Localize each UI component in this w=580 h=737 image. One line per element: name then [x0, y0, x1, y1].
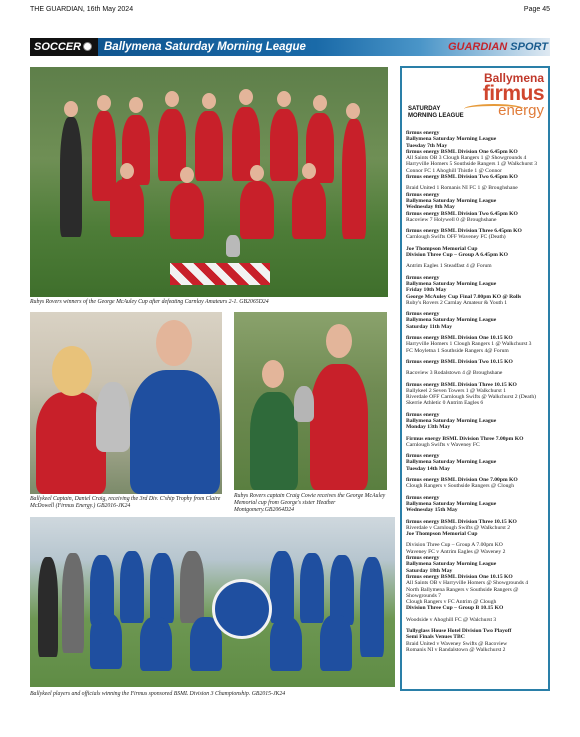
person [310, 364, 368, 490]
person [150, 553, 174, 623]
person [195, 111, 223, 181]
photo-ballykeel-captain [30, 312, 222, 494]
fixture-heading: Ballymena Saturday Morning League [406, 197, 497, 204]
fixture-heading: firmus energy BSML Division One 7.00pm KO [406, 477, 518, 484]
fixture-heading: Monday 13th May [406, 424, 451, 431]
person [250, 392, 298, 490]
fixture-line: Clough Rangers v Southside Rangers @ Clough [406, 483, 515, 490]
fixture-heading: firmus energy [406, 555, 440, 562]
page-header [30, 6, 550, 18]
fixture-heading: Division Three Cup – Group A 6.45pm KO [406, 252, 508, 259]
fixture-line: Ruby's Rovers 2 Carnlay Amateur & Youth 1 [406, 299, 508, 306]
fixture-line: Carnlough Swifts v Waveney FC [406, 441, 480, 448]
person [180, 551, 204, 623]
fixture-heading: Ballymena Saturday Morning League [406, 459, 497, 466]
fixture-line: Racoview 3 Rodalstown 4 @ Broughshane [406, 370, 503, 377]
publication-date: THE GUARDIAN, 16th May 2024 [30, 6, 134, 13]
firmus-energy-logo: Ballymena firmus energy SATURDAY MORNING LEAGUE [408, 71, 544, 119]
page-number: Page 45 [523, 6, 550, 13]
club-flag [170, 263, 270, 285]
fixture-line: Ballykeel 2 Seven Towers 1 @ Walkchurst 1 [406, 387, 506, 394]
photo-caption: Rubys Rovers winners of the George McAuley Cup after defeating Carnlay Amateurs 2-1. GB2065D24 [30, 299, 269, 305]
fixture-heading: Tuesday 14th May [406, 465, 450, 472]
fixtures-list [406, 130, 546, 653]
person [342, 119, 366, 239]
fixture-heading: firmus energy [406, 453, 440, 460]
fixture-heading: Saturday 18th May [406, 567, 453, 574]
person [170, 183, 204, 239]
person [120, 551, 144, 623]
fixture-line: Harryville Homers 5 Southside Rangers 1 @ Walkchurst 3 [406, 161, 538, 168]
fixture-heading: Joe Thompson Memorial Cup [406, 245, 478, 252]
trophy [96, 382, 130, 452]
fixture-line: Racoview 7 Holywell 0 @ Broughshane [406, 216, 497, 223]
fixture-heading: firmus energy [406, 191, 440, 198]
fixture-heading: firmus energy [406, 411, 440, 418]
photo-rubys-rovers-captain [234, 312, 387, 490]
football-icon [83, 42, 92, 51]
fixture-heading: Tuesday 7th May [406, 142, 448, 149]
fixture-line: Riverdale OFF Carnlough Swifts @ Walkchurst 2 (Death) [406, 394, 536, 401]
person [300, 553, 324, 623]
fixture-heading: Ballymena Saturday Morning League [406, 500, 497, 507]
fixture-line: Braid United v Waveney Swifts @ Racoview [406, 640, 508, 647]
person [360, 557, 384, 657]
fixture-heading: Saturday 11th May [406, 323, 452, 330]
fixture-line: Clough Rangers v FC Antrim @ Clough [406, 599, 497, 606]
trophy [294, 386, 314, 422]
fixture-line: Harryville Homers 1 Clough Rangers 1 @ Walkchurst 3 [406, 341, 532, 348]
person [320, 615, 352, 671]
fixture-line: All Saints OB 3 Clough Rangers 1 @ Showgrounds 4 [406, 155, 527, 162]
person [270, 551, 294, 623]
fixture-heading: firmus energy [406, 494, 440, 501]
fixture-heading: Semi Finals Venues TBC [406, 634, 465, 641]
fixture-heading: Ballymena Saturday Morning League [406, 136, 497, 143]
fixture-heading: firmus energy BSML Division One 6.45pm KO [406, 148, 518, 155]
fixture-heading: firmus energy [406, 274, 440, 281]
trophy [226, 235, 240, 257]
fixture-heading: George McAuley Cup Final 7.00pm KO @ Rolls [406, 293, 522, 300]
photo-caption: Ballykeel players and officials winning the Firmus sponsored BSML Division 3 Championship. GB2015-JK24 [30, 691, 286, 697]
fixture-heading: Wednesday 15th May [406, 507, 458, 514]
fixture-heading: firmus energy BSML Division One 10.15 KO [406, 573, 513, 580]
fixture-heading: Firmus energy BSML Division Three 7.00pm KO [406, 435, 524, 442]
fixture-line: Division Three Cup – Group A 7.00pm KO [406, 542, 503, 549]
banner-title: Ballymena Saturday Morning League [104, 41, 306, 53]
fixture-line: Romanis NI v Randalstown @ Walkchurst 2 [406, 646, 506, 653]
club-banner [212, 579, 272, 639]
photo-rubys-rovers-team [30, 67, 388, 297]
person [62, 553, 84, 653]
person [140, 617, 172, 671]
photo-caption: Rubys Rovers captain Craig Cowie receives the George McAuley Memorial cup from George's sister Heather Montgomery.GB2064D24 [234, 493, 386, 513]
fixture-line: Antrim Eagles 1 Steadfast 4 @ Forum [406, 263, 492, 270]
fixture-heading: firmus energy BSML Division Three 10.15 KO [406, 381, 517, 388]
photo-ballykeel-team [30, 517, 395, 687]
fixture-heading: firmus energy BSML Division Two 6.45pm KO [406, 210, 518, 217]
fixture-heading: firmus energy BSML Division One 10.15 KO [406, 335, 513, 342]
person [60, 117, 82, 237]
fixture-heading: Friday 10th May [406, 287, 447, 294]
fixture-heading: Ballymena Saturday Morning League [406, 280, 497, 287]
person [130, 370, 220, 494]
fixture-line: FC Moyletna 1 Southside Rangers 4@ Forum [406, 347, 509, 354]
soccer-label: SOCCER [30, 38, 98, 56]
fixture-heading: firmus energy BSML Division Three 10.15 KO [406, 518, 517, 525]
fixture-heading: Joe Thompson Memorial Cup [406, 531, 478, 538]
fixture-heading: Tullyglass House Hotel Division Two Playoff [406, 628, 512, 634]
person [240, 181, 274, 239]
fixture-line: Riverdale v Carnlough Swifts @ Walkchurst 2 [406, 524, 511, 531]
guardian-sport-logo: GUARDIAN SPORT [447, 41, 548, 53]
fixture-heading: firmus energy [406, 130, 440, 136]
fixture-heading: Wednesday 8th May [406, 204, 455, 211]
fixture-line: North Ballymena Rangers v Southside Rangers @ Showgrounds 7 [406, 586, 519, 599]
fixture-heading: firmus energy [406, 311, 440, 318]
fixture-heading: firmus energy BSML Division Two 6.45pm KO [406, 174, 518, 181]
fixture-heading: Ballymena Saturday Morning League [406, 561, 497, 568]
person [270, 617, 302, 671]
fixture-line: Skerrie Athletic 0 Antrim Eagles 6 [406, 400, 484, 407]
fixture-line: Connor FC 1 Ahoghill Thistle 1 @ Connor [406, 167, 502, 174]
fixture-line: Woodside v Ahoghill FC @ Walchurst 3 [406, 616, 497, 623]
fixture-heading: firmus energy BSML Division Three 6.45pm KO [406, 228, 522, 235]
fixture-line: Carnlough Swifts OFF Waveney FC (Death) [406, 234, 506, 241]
fixture-heading: Ballymena Saturday Morning League [406, 417, 497, 424]
person [110, 179, 144, 237]
fixture-heading: Division Three Cup – Group B 10.15 KO [406, 605, 504, 612]
person [292, 179, 326, 239]
person [38, 557, 58, 657]
fixture-line: Braid United 1 Romanis NI FC 1 @ Broughshane [406, 185, 518, 192]
photo-caption: Ballykeel Captain, Daniel Craig, receiving the 3rd Div. C'ship Trophy from Claire McDowell (Firmus Energy.) GB2016-JK24 [30, 496, 221, 509]
fixture-heading: firmus energy BSML Division Two 10.15 KO [406, 358, 513, 365]
fixture-heading: Ballymena Saturday Morning League [406, 317, 497, 324]
person [270, 109, 298, 181]
section-banner [30, 38, 550, 56]
fixtures-sidebar [400, 66, 550, 691]
fixture-line: All Saints OB v Harryville Homers @ Showgrounds 4 [406, 580, 528, 587]
fixture-line: Waveney FC v Antrim Eagles @ Waveney 2 [406, 548, 506, 555]
person [90, 613, 122, 669]
